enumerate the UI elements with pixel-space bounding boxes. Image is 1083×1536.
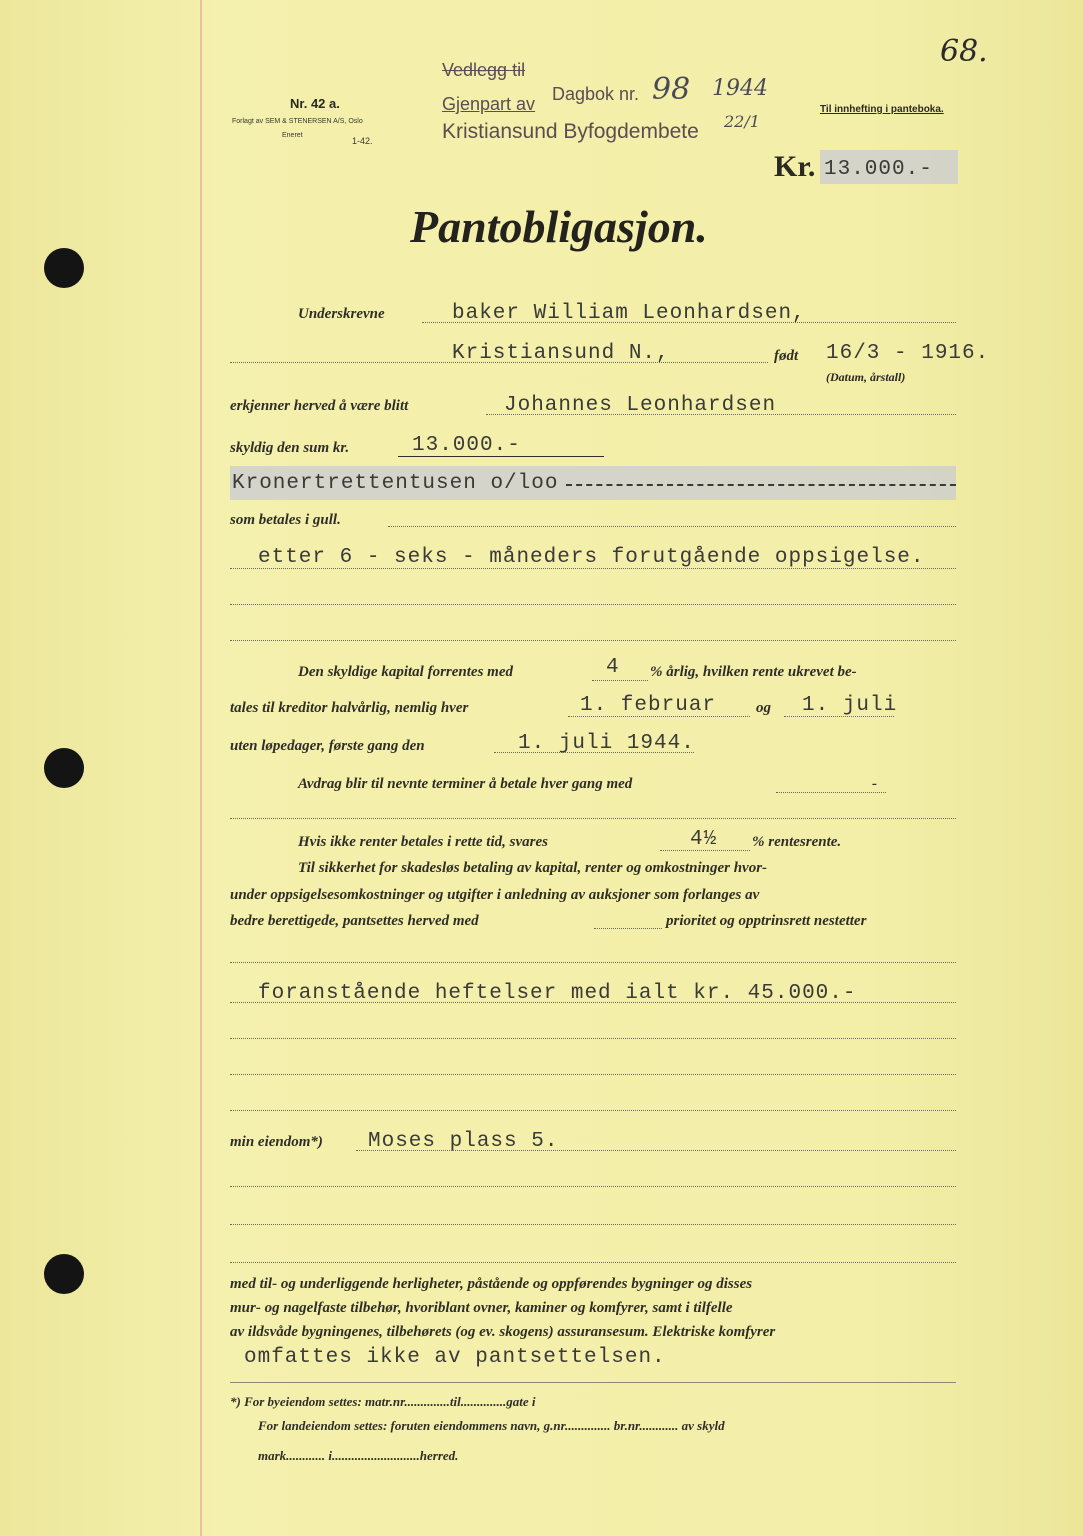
dotted-line (230, 1262, 956, 1263)
stamp-office: Kristiansund Byfogdembete (442, 120, 699, 143)
dotted-line (388, 526, 956, 527)
interest-date1: 1. februar (580, 694, 717, 717)
punch-hole (44, 248, 84, 288)
debt-value: 13.000.- (412, 434, 521, 457)
debt-label: skyldig den sum kr. (230, 440, 350, 456)
clause-line3: av ildsvåde bygningenes, tilbehørets (og ev. skogens) assuransesum. Elektriske komfyrer (230, 1324, 776, 1340)
dotted-line (230, 568, 956, 569)
amount-words: Kronertrettentusen o/loo (232, 472, 559, 495)
dotted-line (592, 680, 648, 681)
interest-og: og (756, 700, 771, 716)
dotted-line (594, 928, 662, 929)
amount-label: Kr. (774, 150, 816, 183)
dotted-line (230, 1002, 956, 1003)
dash-fill (566, 484, 956, 486)
footnote-divider (230, 1382, 956, 1383)
born-value: 16/3 - 1916. (826, 342, 990, 365)
undersigned-label: Underskrevne (298, 306, 385, 322)
undersigned-value: baker William Leonhardsen, (452, 302, 806, 325)
clause-line1: med til- og underliggende herligheter, påstående og oppførendes bygninger og disses (230, 1276, 753, 1292)
installment-label: Avdrag blir til nevnte terminer å betale hver gang med (298, 776, 633, 792)
dotted-line (230, 1186, 956, 1187)
interest-line2a: tales til kreditor halvårlig, nemlig hver (230, 700, 469, 716)
edition: 1-42. (352, 136, 373, 146)
place-value: Kristiansund N., (452, 342, 670, 365)
copyright-line: Eneret (282, 132, 303, 139)
creditor-value: Johannes Leonhardsen (504, 394, 777, 417)
interest-line1b: % årlig, hvilken rente ukrevet be- (650, 664, 857, 680)
footnote-line3: mark............ i...........................herred. (258, 1448, 459, 1463)
dagbok-number: 98 (652, 72, 691, 107)
note-right: Til innhefting i panteboka. (820, 104, 944, 115)
installment-value: - (872, 776, 877, 792)
publisher-line: Forlagt av SEM & STENERSEN A/S, Oslo (232, 118, 363, 125)
penalty-label-a: Hvis ikke renter betales i rette tid, svares (298, 834, 548, 850)
property-label: min eiendom*) (230, 1134, 323, 1150)
clause-line4: omfattes ikke av pantsettelsen. (244, 1346, 666, 1369)
born-label: født (774, 348, 799, 364)
acknowledge-label: erkjenner herved å være blitt (230, 398, 409, 414)
dotted-line (230, 818, 956, 819)
amount-value: 13.000.- (824, 158, 933, 181)
dotted-line (230, 1110, 956, 1111)
dotted-line (776, 792, 886, 793)
form-number: Nr. 42 a. (290, 96, 340, 111)
dotted-line (230, 640, 956, 641)
security-line1: Til sikkerhet for skadesløs betaling av kapital, renter og omkostninger hvor- (298, 860, 768, 876)
security-line2: under oppsigelsesomkostninger og utgifter i anledning av auksjoner som forlanges av (230, 887, 760, 903)
year: 1944 (712, 76, 768, 101)
first-date: 1. juli 1944. (518, 732, 695, 755)
stamp-vedlegg: Vedlegg til (442, 60, 526, 80)
punch-hole (44, 748, 84, 788)
property-value: Moses plass 5. (368, 1130, 559, 1153)
date-handwritten: 22/1 (724, 112, 760, 131)
penalty-rate: 4½ (690, 828, 718, 851)
dotted-line (230, 1038, 956, 1039)
interest-line1a: Den skyldige kapital forrentes med (298, 664, 513, 680)
terms-value: etter 6 - seks - måneders forutgående oppsigelse. (258, 546, 925, 569)
margin-line (200, 0, 202, 1536)
prior-encumbrances: foranstående heftelser med ialt kr. 45.000.- (258, 982, 857, 1005)
date-hint: (Datum, årstall) (826, 370, 906, 384)
dotted-line (230, 1224, 956, 1225)
punch-hole (44, 1254, 84, 1294)
document-title: Pantobligasjon. (410, 201, 708, 252)
penalty-label-b: % rentesrente. (752, 834, 842, 850)
dagbok-label: Dagbok nr. (552, 84, 640, 104)
clause-line2: mur- og nagelfaste tilbehør, hvoriblant ovner, kaminer og komfyrer, samt i tilfelle (230, 1300, 733, 1316)
dotted-line (230, 962, 956, 963)
interest-rate: 4 (606, 656, 620, 679)
footnote-line1: *) For byeiendom settes: matr.nr..............til..............gate i (230, 1394, 536, 1409)
stamp-gjenpart: Gjenpart av (442, 94, 536, 114)
interest-date2: 1. juli (802, 694, 898, 717)
gold-label: som betales i gull. (230, 512, 341, 528)
interest-line3a: uten løpedager, første gang den (230, 738, 425, 754)
security-line3a: bedre berettigede, pantsettes herved med (230, 913, 479, 929)
dotted-line (230, 604, 956, 605)
page-number: 68. (940, 34, 988, 69)
dotted-line (230, 1074, 956, 1075)
security-line3b: prioritet og opptrinsrett nestetter (666, 913, 867, 929)
footnote-line2: For landeiendom settes: foruten eiendommens navn, g.nr.............. br.nr............ av skyld (258, 1418, 725, 1433)
